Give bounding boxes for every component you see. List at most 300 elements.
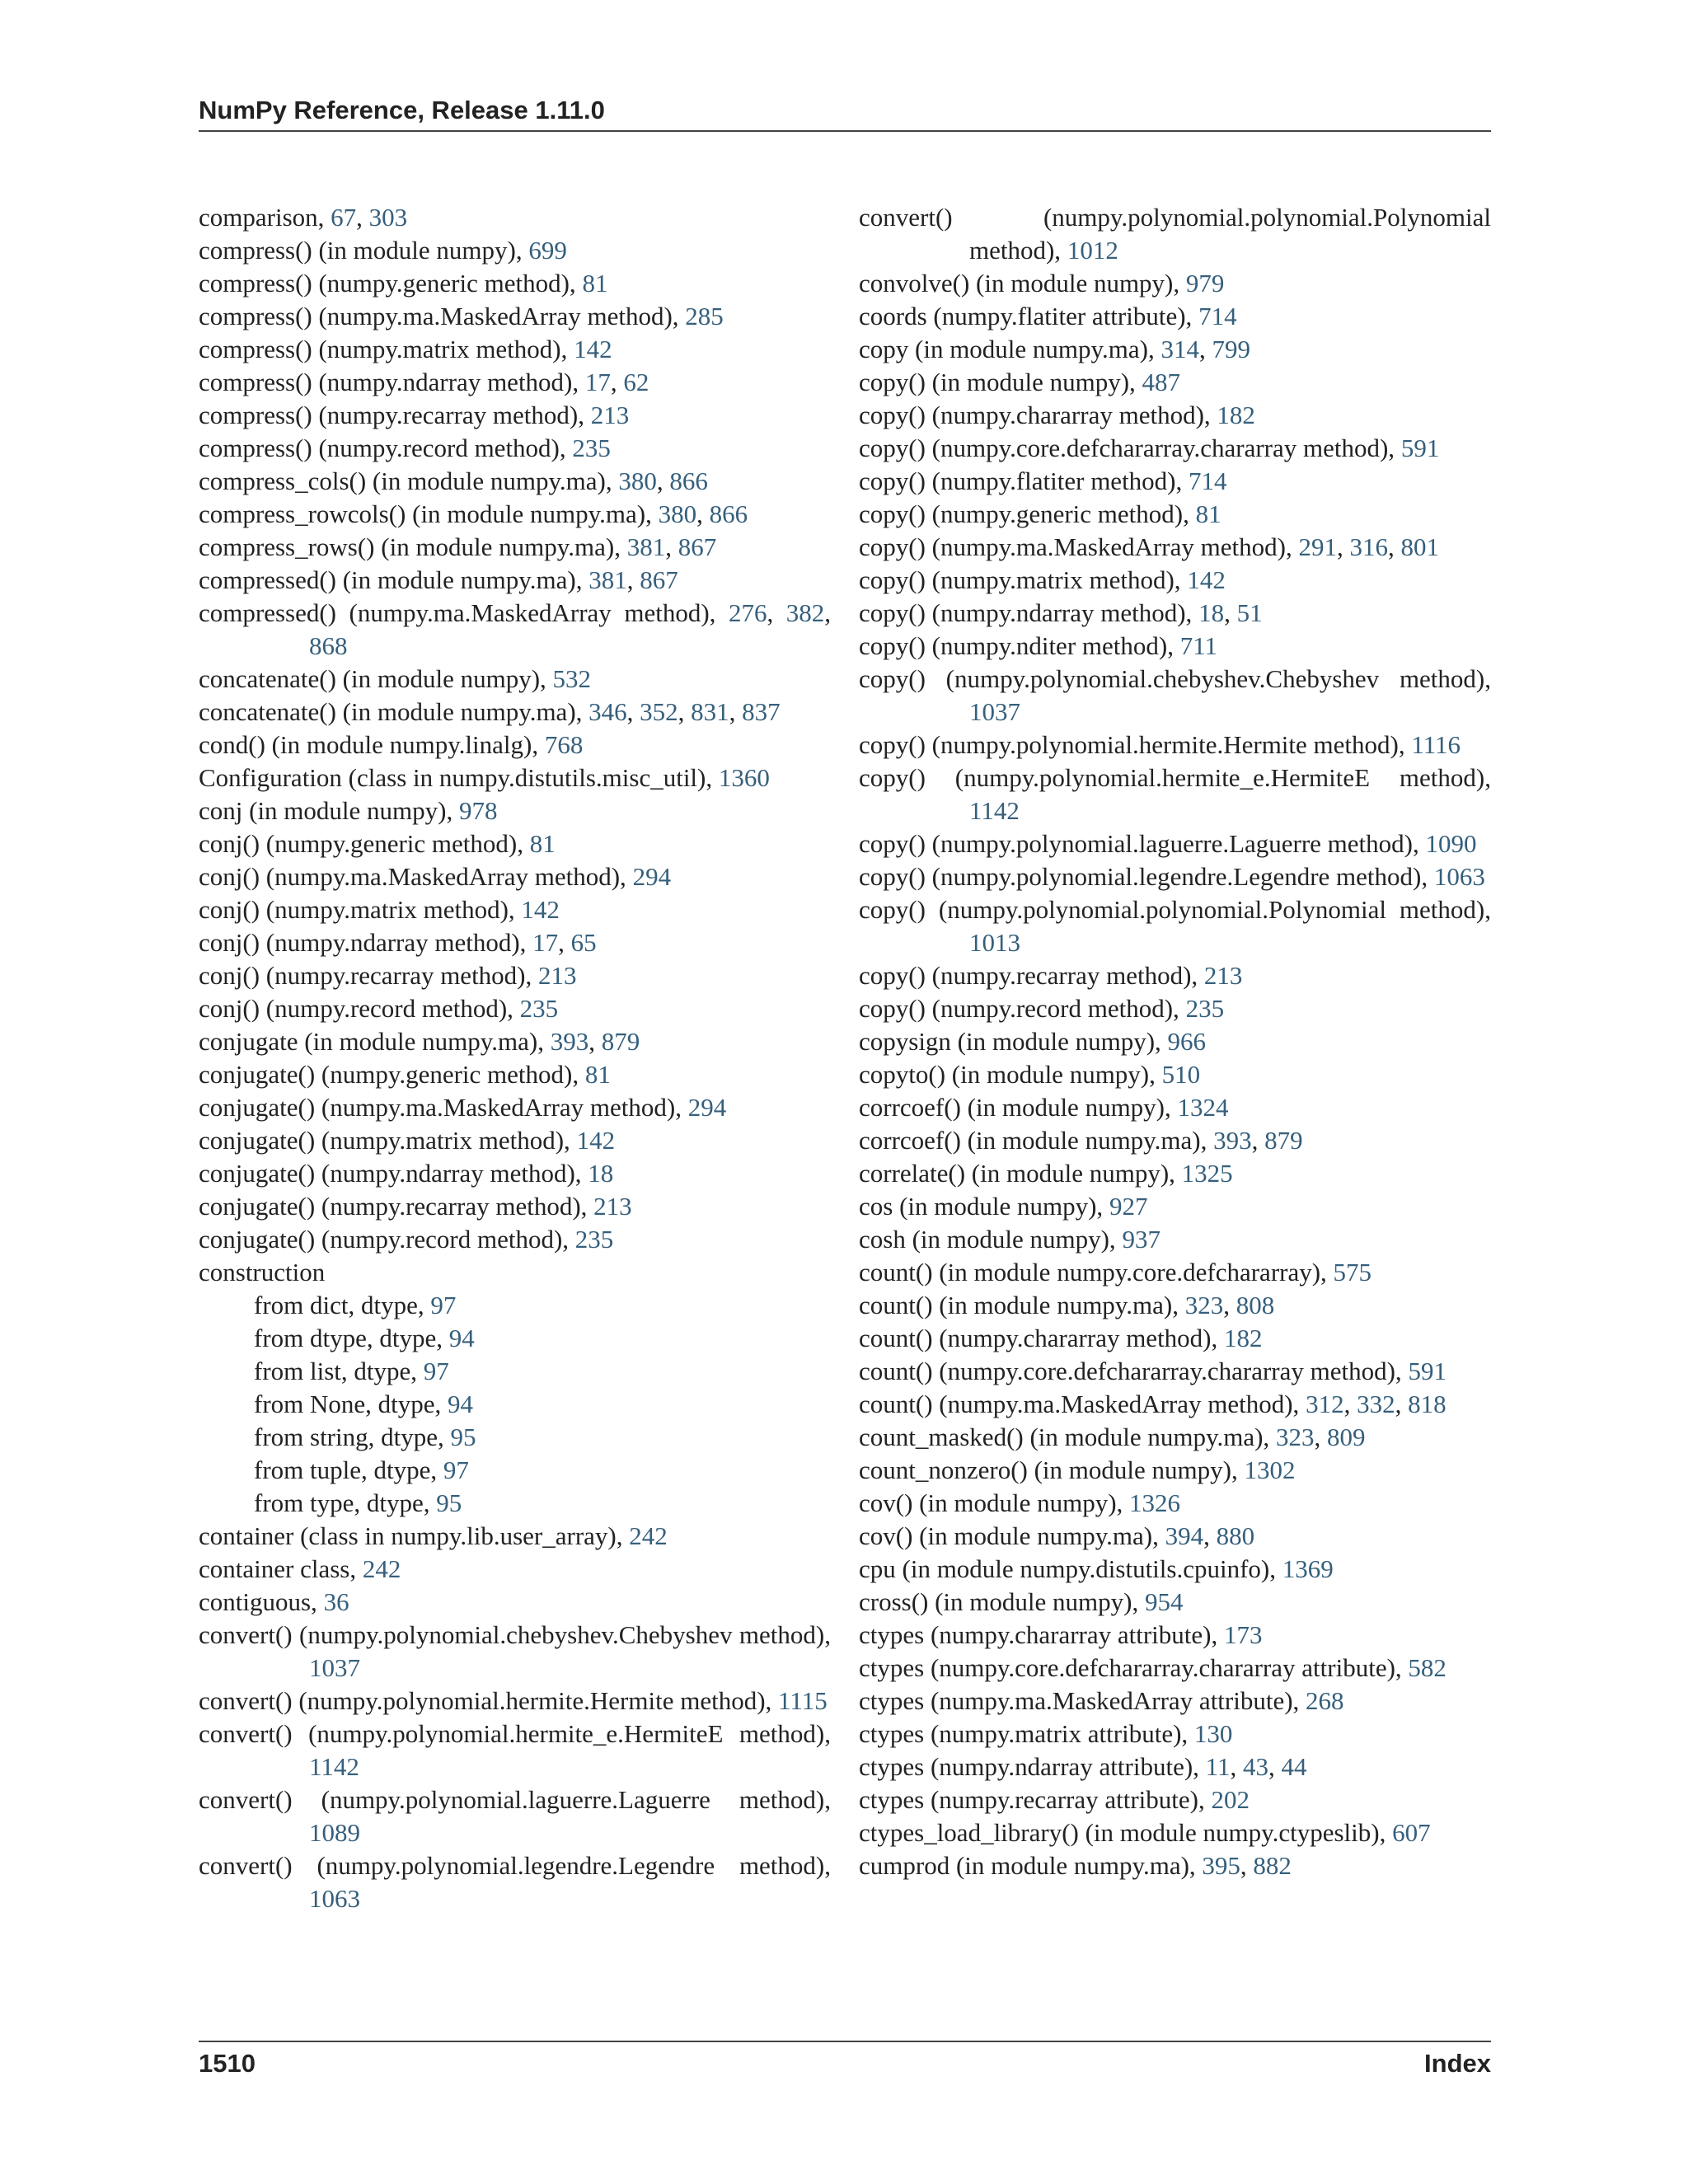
index-term: ctypes (numpy.recarray attribute), <box>859 1785 1212 1814</box>
index-term: ctypes (numpy.matrix attribute), <box>859 1719 1194 1748</box>
index-entry <box>199 1091 831 1124</box>
index-entry <box>199 300 831 333</box>
page-link[interactable]: 1116 <box>1411 730 1461 759</box>
page-link[interactable]: 380 <box>618 466 657 495</box>
index-entry <box>199 333 831 366</box>
page-link[interactable]: 487 <box>1142 368 1181 396</box>
index-term: copy() (numpy.polynomial.laguerre.Laguerre method), <box>859 829 1426 858</box>
index-term: count() (in module numpy.ma), <box>859 1291 1185 1319</box>
page-link[interactable]: 818 <box>1408 1390 1447 1418</box>
section-name: Index <box>1424 2049 1491 2078</box>
index-entry <box>199 1586 831 1619</box>
index-entry: copy() (numpy.ma.MaskedArray method), 291, 316, 801 <box>859 532 1439 561</box>
index-term: cov() (in module numpy.ma), <box>859 1521 1165 1550</box>
page-link[interactable]: 268 <box>1306 1686 1344 1715</box>
page-link[interactable]: 294 <box>632 862 672 891</box>
page-link[interactable]: 591 <box>1408 1357 1447 1385</box>
index-entry: compress() (numpy.ndarray method), 17, 62 <box>199 368 649 396</box>
index-term: from list, dtype, <box>254 1357 424 1385</box>
page-link[interactable]: 213 <box>1203 961 1243 990</box>
page-link[interactable]: 1326 <box>1129 1488 1181 1517</box>
index-entry <box>859 827 1491 860</box>
index-entry: conjugate (in module numpy.ma), 393, 879 <box>199 1027 640 1056</box>
index-entry: count_masked() (in module numpy.ma), 323, 809 <box>859 1422 1366 1451</box>
index-term: from dtype, dtype, <box>254 1324 449 1352</box>
index-entry <box>199 1256 831 1289</box>
page-link[interactable]: 182 <box>1224 1324 1263 1352</box>
page-link[interactable]: 381 <box>626 532 666 561</box>
index-term: copy (in module numpy.ma), <box>859 335 1161 363</box>
page-link[interactable]: 809 <box>1326 1422 1366 1451</box>
page-link[interactable]: 285 <box>685 302 724 330</box>
page-link[interactable]: 711 <box>1179 631 1218 660</box>
index-term: compressed() (numpy.ma.MaskedArray method), <box>199 598 729 627</box>
page-link[interactable]: 866 <box>709 499 748 528</box>
index-term: ctypes (numpy.chararray attribute), <box>859 1620 1224 1649</box>
index-term: conj() (numpy.matrix method), <box>199 895 522 924</box>
index-entry <box>859 992 1491 1025</box>
index-entry <box>199 234 831 267</box>
index-term: coords (numpy.flatiter attribute), <box>859 302 1199 330</box>
page-link[interactable]: 213 <box>590 401 630 429</box>
page-link[interactable]: 142 <box>576 1126 616 1155</box>
page-link[interactable]: 979 <box>1185 269 1225 298</box>
index-term: cumprod (in module numpy.ma), <box>859 1851 1203 1880</box>
index-entry: conj() (numpy.ndarray method), 17, 65 <box>199 928 597 957</box>
index-entry <box>859 465 1491 498</box>
index-entry: count() (in module numpy.ma), 323, 808 <box>859 1291 1275 1319</box>
page-link[interactable]: 235 <box>572 434 611 462</box>
index-term: copy() (numpy.chararray method), <box>859 401 1217 429</box>
index-term: cross() (in module numpy), <box>859 1587 1145 1616</box>
page-link[interactable]: 978 <box>458 796 498 825</box>
index-term: conj() (numpy.generic method), <box>199 829 530 858</box>
page-link[interactable]: 1115 <box>778 1686 828 1715</box>
page-link[interactable]: 81 <box>582 269 608 298</box>
page-link[interactable]: 213 <box>538 961 577 990</box>
index-column-left <box>199 201 831 1915</box>
index-term: copy() (numpy.generic method), <box>859 499 1196 528</box>
page-link[interactable]: 242 <box>362 1554 401 1583</box>
index-subentry <box>199 1322 831 1355</box>
page-link[interactable]: 346 <box>588 697 627 726</box>
page-link[interactable]: 323 <box>1275 1422 1315 1451</box>
index-term: count_masked() (in module numpy.ma), <box>859 1422 1276 1451</box>
index-term: correlate() (in module numpy), <box>859 1159 1182 1188</box>
page-link[interactable]: 213 <box>593 1192 632 1221</box>
index-entry <box>859 1487 1491 1520</box>
index-subentry <box>199 1454 831 1487</box>
index-term: cpu (in module numpy.distutils.cpuinfo), <box>859 1554 1282 1583</box>
page-link[interactable]: 867 <box>678 532 717 561</box>
page-link[interactable]: 95 <box>450 1422 476 1451</box>
page-link[interactable]: 714 <box>1198 302 1237 330</box>
index-term: copy() (in module numpy), <box>859 368 1142 396</box>
index-entry <box>859 1652 1491 1685</box>
page-link[interactable]: 866 <box>669 466 708 495</box>
page-link[interactable]: 1037 <box>309 1653 360 1682</box>
index-term: compress() (numpy.matrix method), <box>199 335 574 363</box>
page-link[interactable]: 591 <box>1400 434 1440 462</box>
page-link[interactable]: 291 <box>1298 532 1337 561</box>
page-link[interactable]: 81 <box>584 1060 611 1089</box>
index-term: contiguous, <box>199 1587 324 1616</box>
page-link[interactable]: 954 <box>1144 1587 1184 1616</box>
index-entry <box>859 1586 1491 1619</box>
page-link[interactable]: 1089 <box>309 1818 360 1847</box>
index-column-right <box>859 201 1491 1882</box>
index-entry <box>199 762 831 794</box>
index-entry <box>199 432 831 465</box>
index-term: cond() (in module numpy.linalg), <box>199 730 545 759</box>
page-link[interactable]: 36 <box>323 1587 349 1616</box>
page-link[interactable]: 314 <box>1160 335 1199 363</box>
index-term: copy() (numpy.ma.MaskedArray method), <box>859 532 1299 561</box>
index-term: conj() (numpy.ndarray method), <box>199 928 533 957</box>
index-entry: compress_rows() (in module numpy.ma), 381, 867 <box>199 532 717 561</box>
index-term: compress() (numpy.generic method), <box>199 269 583 298</box>
index-term: from dict, dtype, <box>254 1291 431 1319</box>
index-entry <box>199 663 831 696</box>
index-term: conj() (numpy.record method), <box>199 994 520 1023</box>
index-term: corrcoef() (in module numpy), <box>859 1093 1178 1122</box>
page-link[interactable]: 142 <box>574 335 612 363</box>
page-link[interactable]: 130 <box>1193 1719 1233 1748</box>
index-entry <box>859 267 1491 300</box>
index-term: ctypes (numpy.ndarray attribute), <box>859 1752 1206 1781</box>
page-link[interactable]: 1142 <box>309 1752 359 1781</box>
index-term: convert() (numpy.polynomial.hermite_e.HermiteE method), <box>199 1719 831 1748</box>
page-link[interactable]: 1037 <box>969 697 1020 726</box>
page-link[interactable]: 837 <box>742 697 781 726</box>
index-term: compressed() (in module numpy.ma), <box>199 565 589 594</box>
index-term: copy() (numpy.ndarray method), <box>859 598 1199 627</box>
index-entry <box>859 366 1491 399</box>
page-link[interactable]: 868 <box>309 631 348 660</box>
index-term: convert() (numpy.polynomial.legendre.Legendre method), <box>199 1851 831 1880</box>
index-entry <box>859 729 1491 762</box>
index-entry <box>199 1520 831 1553</box>
index-term: copy() (numpy.record method), <box>859 994 1186 1023</box>
page-link[interactable]: 1063 <box>1433 862 1485 891</box>
page-link[interactable]: 799 <box>1212 335 1250 363</box>
index-entry <box>859 1091 1491 1124</box>
index-entry <box>199 1223 831 1256</box>
index-term: count() (numpy.ma.MaskedArray method), <box>859 1390 1306 1418</box>
index-term: compress() (numpy.ndarray method), <box>199 368 585 396</box>
page-link[interactable]: 81 <box>1195 499 1221 528</box>
index-entry: concatenate() (in module numpy.ma), 346, 352, 831, 837 <box>199 697 781 726</box>
index-entry <box>199 729 831 762</box>
page-link[interactable]: 801 <box>1400 532 1439 561</box>
index-entry <box>859 201 1491 267</box>
index-entry: compressed() (in module numpy.ma), 381, 867 <box>199 565 678 594</box>
page-link[interactable]: 235 <box>1185 994 1225 1023</box>
page-link[interactable]: 1360 <box>718 763 770 792</box>
page-link[interactable]: 97 <box>430 1291 457 1319</box>
page-link[interactable]: 17 <box>584 368 611 396</box>
index-entry <box>859 630 1491 663</box>
page-number: 1510 <box>199 2049 256 2078</box>
index-entry <box>859 564 1491 597</box>
index-term: conjugate() (numpy.matrix method), <box>199 1126 577 1155</box>
index-entry: count() (numpy.ma.MaskedArray method), 312, 332, 818 <box>859 1390 1447 1418</box>
page-link[interactable]: 67 <box>331 203 357 232</box>
index-entry: corrcoef() (in module numpy.ma), 393, 879 <box>859 1126 1303 1155</box>
index-term: construction <box>199 1258 326 1286</box>
index-term: compress_rows() (in module numpy.ma), <box>199 532 627 561</box>
page-link[interactable]: 879 <box>1264 1126 1303 1155</box>
page-link[interactable]: 393 <box>1213 1126 1252 1155</box>
index-entry <box>199 399 831 432</box>
index-term: convert() (numpy.polynomial.laguerre.Laguerre method), <box>199 1785 831 1814</box>
index-entry <box>199 1783 831 1849</box>
page-link[interactable]: 95 <box>436 1488 462 1517</box>
index-term: conjugate() (numpy.recarray method), <box>199 1192 594 1221</box>
index-entry <box>199 959 831 992</box>
page-link[interactable]: 142 <box>521 895 560 924</box>
page-link[interactable]: 831 <box>691 697 729 726</box>
index-term: from string, dtype, <box>254 1422 451 1451</box>
index-term: copy() (numpy.nditer method), <box>859 631 1180 660</box>
index-term: container (class in numpy.lib.user_array), <box>199 1521 630 1550</box>
page-link[interactable]: 880 <box>1216 1521 1255 1550</box>
page-link[interactable]: 173 <box>1224 1620 1263 1649</box>
index-entry <box>859 1619 1491 1652</box>
index-term: compress() (in module numpy), <box>199 236 529 265</box>
index-entry <box>859 1322 1491 1355</box>
page-link[interactable]: 242 <box>629 1521 668 1550</box>
index-entry: compressed() (numpy.ma.MaskedArray method), 276, 382, 868 <box>199 598 832 660</box>
index-entry <box>859 1256 1491 1289</box>
index-term: concatenate() (in module numpy.ma), <box>199 697 589 726</box>
index-term: copy() (numpy.polynomial.polynomial.Polynomial method), <box>859 895 1491 924</box>
index-entry <box>859 1223 1491 1256</box>
page-link[interactable]: 1063 <box>309 1884 360 1913</box>
index-term: ctypes (numpy.ma.MaskedArray attribute), <box>859 1686 1306 1715</box>
page-link[interactable]: 17 <box>532 928 559 957</box>
index-entry <box>859 1190 1491 1223</box>
page-link[interactable]: 867 <box>640 565 678 594</box>
index-entry <box>859 1718 1491 1750</box>
index-term: conjugate() (numpy.generic method), <box>199 1060 585 1089</box>
page-link[interactable]: 1302 <box>1244 1455 1296 1484</box>
page-link[interactable]: 97 <box>423 1357 449 1385</box>
index-entry <box>199 1849 831 1915</box>
index-subentry <box>199 1421 831 1454</box>
index-entry: cov() (in module numpy.ma), 394, 880 <box>859 1521 1255 1550</box>
page-link[interactable]: 966 <box>1167 1027 1207 1056</box>
index-entry <box>859 959 1491 992</box>
page-link[interactable]: 18 <box>588 1159 614 1188</box>
page-link[interactable]: 1324 <box>1177 1093 1229 1122</box>
index-entry <box>859 1025 1491 1058</box>
page-link[interactable]: 51 <box>1236 598 1263 627</box>
page-link[interactable]: 699 <box>528 236 567 265</box>
index-entry: cumprod (in module numpy.ma), 395, 882 <box>859 1851 1292 1880</box>
index-term: conjugate() (numpy.record method), <box>199 1225 575 1254</box>
page-link[interactable]: 323 <box>1184 1291 1224 1319</box>
index-term: ctypes (numpy.core.defchararray.chararray attribute), <box>859 1653 1409 1682</box>
index-entry: ctypes (numpy.ndarray attribute), 11, 43, 44 <box>859 1752 1307 1781</box>
page-link[interactable]: 582 <box>1408 1653 1447 1682</box>
index-term: conjugate() (numpy.ndarray method), <box>199 1159 588 1188</box>
index-entry <box>859 1454 1491 1487</box>
index-entry <box>859 432 1491 465</box>
page-link[interactable]: 11 <box>1205 1752 1231 1781</box>
index-entry <box>859 762 1491 827</box>
index-entry <box>199 1157 831 1190</box>
index-term: concatenate() (in module numpy), <box>199 664 553 693</box>
page-link[interactable]: 607 <box>1392 1818 1431 1847</box>
page-link[interactable]: 294 <box>687 1093 727 1122</box>
index-entry: comparison, 67, 303 <box>199 203 408 232</box>
index-term: count() (numpy.chararray method), <box>859 1324 1225 1352</box>
index-term: copyto() (in module numpy), <box>859 1060 1162 1089</box>
page-link[interactable]: 382 <box>785 598 825 627</box>
index-entry <box>859 498 1491 531</box>
index-term: count() (in module numpy.core.defchararray), <box>859 1258 1334 1286</box>
page-link[interactable]: 882 <box>1253 1851 1292 1880</box>
index-term: convert() (numpy.polynomial.polynomial.Polynomial method), <box>859 203 1491 265</box>
index-entry <box>859 1157 1491 1190</box>
index-term: copy() (numpy.polynomial.hermite.Hermite method), <box>859 730 1412 759</box>
page-link[interactable]: 393 <box>550 1027 589 1056</box>
page-link[interactable]: 332 <box>1357 1390 1395 1418</box>
index-entry <box>859 1355 1491 1388</box>
index-entry <box>199 267 831 300</box>
index-term: ctypes_load_library() (in module numpy.ctypeslib), <box>859 1818 1393 1847</box>
index-entry <box>199 1718 831 1783</box>
page-link[interactable]: 202 <box>1211 1785 1250 1814</box>
page-link[interactable]: 394 <box>1165 1521 1204 1550</box>
page-link[interactable]: 235 <box>519 994 559 1023</box>
page-link[interactable]: 312 <box>1306 1390 1344 1418</box>
index-term: corrcoef() (in module numpy.ma), <box>859 1126 1214 1155</box>
index-term: compress() (numpy.ma.MaskedArray method), <box>199 302 686 330</box>
index-term: copy() (numpy.polynomial.chebyshev.Chebyshev method), <box>859 664 1491 693</box>
index-term: conj (in module numpy), <box>199 796 459 825</box>
page-link[interactable]: 808 <box>1236 1291 1275 1319</box>
page-link[interactable]: 316 <box>1349 532 1388 561</box>
index-term: conj() (numpy.recarray method), <box>199 961 539 990</box>
page-link[interactable]: 43 <box>1243 1752 1269 1781</box>
index-entry <box>199 893 831 926</box>
index-entry <box>199 992 831 1025</box>
index-subentry <box>199 1289 831 1322</box>
index-term: copy() (numpy.recarray method), <box>859 961 1204 990</box>
page-link[interactable]: 927 <box>1109 1192 1148 1221</box>
index-term: copy() (numpy.matrix method), <box>859 565 1188 594</box>
index-entry <box>199 1058 831 1091</box>
index-term: count_nonzero() (in module numpy), <box>859 1455 1245 1484</box>
index-term: cov() (in module numpy), <box>859 1488 1130 1517</box>
index-term: Configuration (class in numpy.distutils.misc_util), <box>199 763 719 792</box>
index-term: compress() (numpy.recarray method), <box>199 401 591 429</box>
page-link[interactable]: 1142 <box>969 796 1020 825</box>
index-term: container class, <box>199 1554 363 1583</box>
page-link[interactable]: 65 <box>570 928 597 957</box>
index-entry: compress_rowcols() (in module numpy.ma), 380, 866 <box>199 499 748 528</box>
index-entry <box>199 1685 831 1718</box>
index-term: from tuple, dtype, <box>254 1455 443 1484</box>
page-link[interactable]: 94 <box>448 1324 475 1352</box>
index-entry <box>859 663 1491 729</box>
page-link[interactable]: 235 <box>574 1225 614 1254</box>
index-entry: compress_cols() (in module numpy.ma), 380, 866 <box>199 466 708 495</box>
index-entry <box>199 827 831 860</box>
index-term: conjugate (in module numpy.ma), <box>199 1027 551 1056</box>
index-term: copy() (numpy.polynomial.hermite_e.HermiteE method), <box>859 763 1491 792</box>
page-link[interactable]: 276 <box>728 598 767 627</box>
page-link[interactable]: 395 <box>1202 1851 1240 1880</box>
page-link[interactable]: 879 <box>601 1027 640 1056</box>
index-entry <box>199 794 831 827</box>
index-entry <box>199 1124 831 1157</box>
page-link[interactable]: 1369 <box>1282 1554 1334 1583</box>
index-entry <box>859 300 1491 333</box>
index-term: convert() (numpy.polynomial.chebyshev.Chebyshev method), <box>199 1620 831 1649</box>
page-link[interactable]: 1325 <box>1181 1159 1233 1188</box>
page-link[interactable]: 352 <box>640 697 678 726</box>
page-link[interactable]: 768 <box>544 730 584 759</box>
index-entry <box>859 893 1491 959</box>
page-link[interactable]: 81 <box>529 829 556 858</box>
page-link[interactable]: 575 <box>1333 1258 1372 1286</box>
page-link[interactable]: 97 <box>443 1455 469 1484</box>
page-link[interactable]: 381 <box>588 565 627 594</box>
index-term: conj() (numpy.ma.MaskedArray method), <box>199 862 633 891</box>
page-link[interactable]: 1012 <box>1067 236 1118 265</box>
page-link[interactable]: 714 <box>1189 466 1227 495</box>
index-term: from None, dtype, <box>254 1390 448 1418</box>
index-entry <box>859 1553 1491 1586</box>
page-link[interactable]: 510 <box>1161 1060 1201 1089</box>
index-term: conjugate() (numpy.ma.MaskedArray method), <box>199 1093 688 1122</box>
page-link[interactable]: 18 <box>1198 598 1225 627</box>
page-link[interactable]: 380 <box>658 499 697 528</box>
index-term: cos (in module numpy), <box>859 1192 1109 1221</box>
index-entry <box>199 1190 831 1223</box>
index-entry <box>859 399 1491 432</box>
footer-rule <box>199 2041 1491 2042</box>
index-term: cosh (in module numpy), <box>859 1225 1123 1254</box>
page-link[interactable]: 62 <box>623 368 649 396</box>
running-header: NumPy Reference, Release 1.11.0 <box>199 96 605 124</box>
page-link[interactable]: 94 <box>448 1390 474 1418</box>
index-subentry <box>199 1355 831 1388</box>
page-link[interactable]: 142 <box>1187 565 1226 594</box>
index-term: copy() (numpy.core.defchararray.chararray method), <box>859 434 1401 462</box>
index-entry <box>859 1058 1491 1091</box>
page-link[interactable]: 182 <box>1217 401 1255 429</box>
page-link[interactable]: 44 <box>1281 1752 1307 1781</box>
index-term: compress_cols() (in module numpy.ma), <box>199 466 619 495</box>
index-entry <box>199 860 831 893</box>
index-term: copysign (in module numpy), <box>859 1027 1168 1056</box>
page-link[interactable]: 1090 <box>1425 829 1477 858</box>
index-entry <box>859 1783 1491 1816</box>
page-link[interactable]: 532 <box>552 664 592 693</box>
index-term: copy() (numpy.polynomial.legendre.Legendre method), <box>859 862 1434 891</box>
index-entry <box>859 860 1491 893</box>
page-link[interactable]: 937 <box>1122 1225 1160 1254</box>
page-link[interactable]: 303 <box>368 203 408 232</box>
page-link[interactable]: 1013 <box>969 928 1020 957</box>
index-term: from type, dtype, <box>254 1488 437 1517</box>
index-term: convolve() (in module numpy), <box>859 269 1186 298</box>
index-term: compress() (numpy.record method), <box>199 434 573 462</box>
